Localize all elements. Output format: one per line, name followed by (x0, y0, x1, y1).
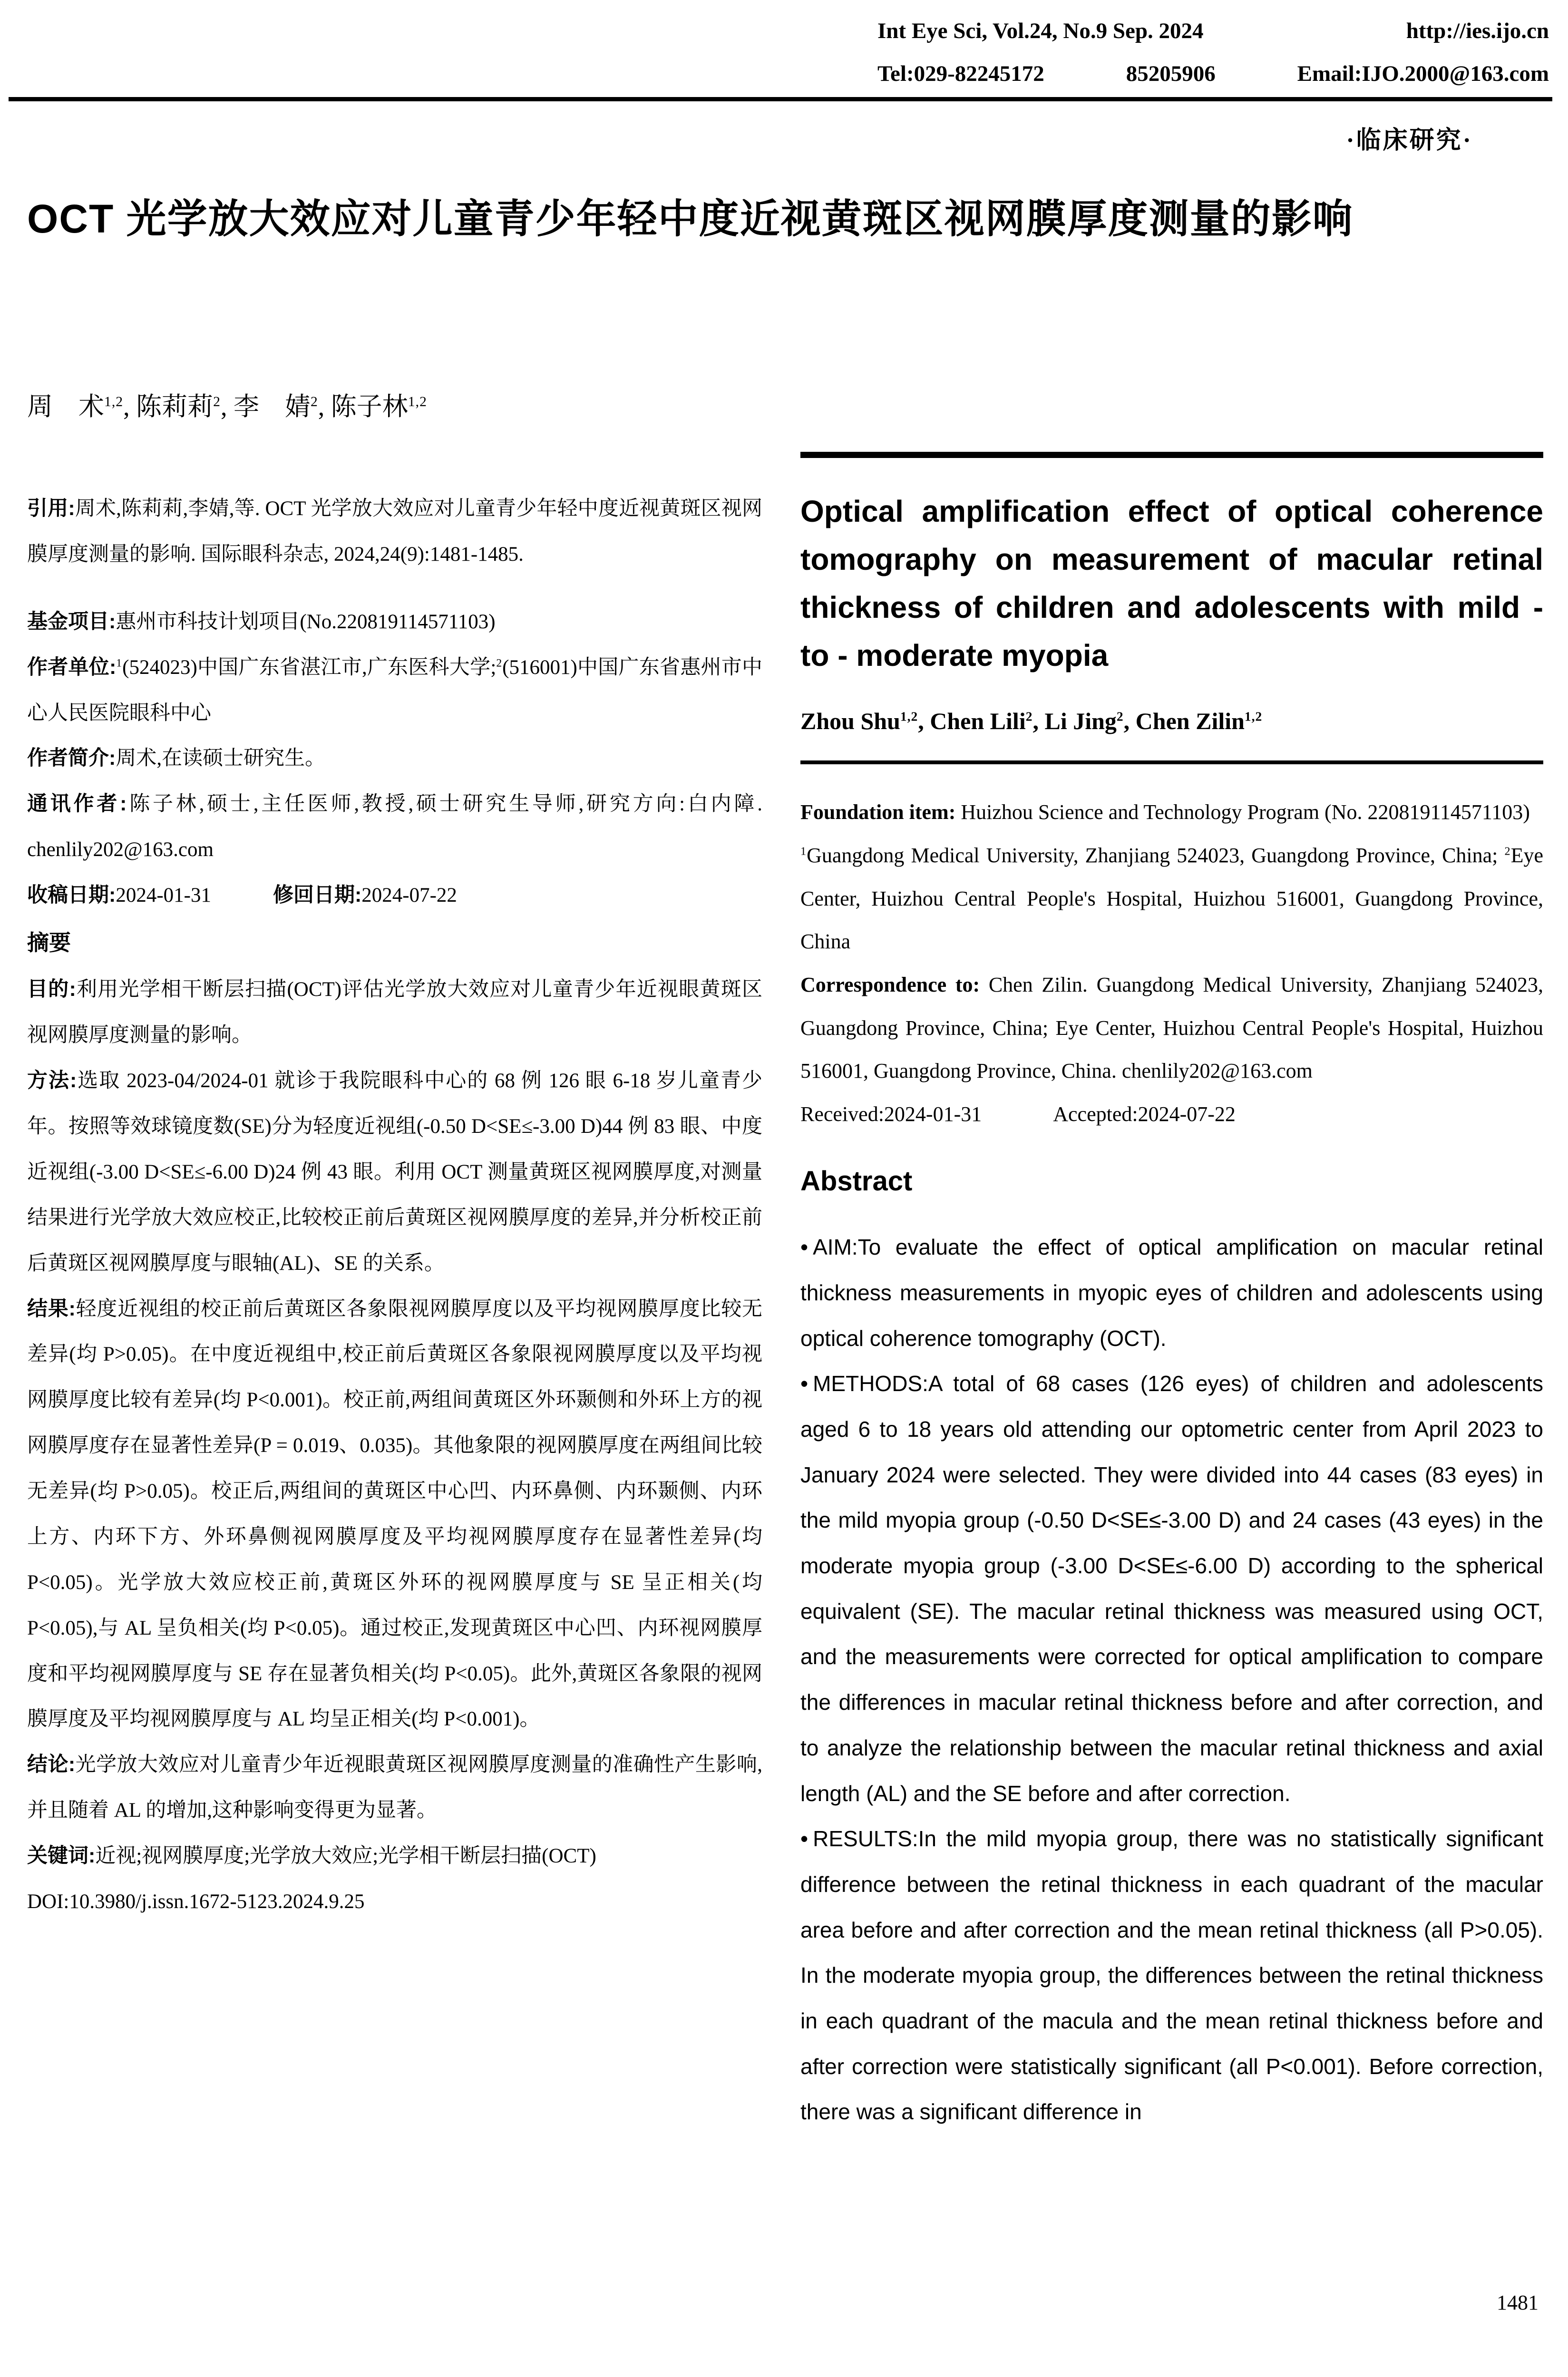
abstract-en-methods-text: A total of 68 cases (126 eyes) of children and adolescents aged 6 to 18 years old attending our optometric center from April 2023 to January 2024 were selected. They were divided into 44 cases (83 eyes) in the mild myopia group (-0.50 D<SE≤-3.00 D) and 24 cases (43 eyes) in the moderate myopia group (-3.00 D<SE≤-6.00 D) according to the spherical equivalent (SE). The macular retinal thickness was measured using OCT, and the measurements were corrected for optical amplification to compare the differences in macular retinal thickness before and after correction, and to analyze the relationship between the macular retinal thickness and axial length (AL) and the SE before and after correction. (800, 1371, 1543, 1806)
received-en-label: Received: (800, 1102, 884, 1126)
keywords-cn-text: 近视;视网膜厚度;光学放大效应;光学相干断层扫描(OCT) (95, 1845, 596, 1868)
section-top-bar (800, 452, 1543, 458)
author-en-2-sup: 2 (1025, 709, 1033, 724)
abstract-cn-conclusion (27, 1742, 762, 1833)
author-cn-3: 李 婧$^2$, (233, 392, 325, 421)
foundation-cn-para (27, 599, 762, 645)
authors-en (800, 707, 1543, 735)
author-en-1-sup: 1,2 (900, 709, 918, 724)
bio-cn-para (27, 736, 762, 781)
authors-cn (27, 386, 427, 423)
correspondence-en-para (800, 964, 1543, 1093)
abstract-en-results-label: RESULTS: (813, 1826, 918, 1851)
foundation-en-label: Foundation item: (800, 800, 956, 824)
authors-divider (800, 760, 1543, 764)
abstract-en-aim (800, 1225, 1543, 1361)
left-column (27, 486, 762, 2350)
abstract-cn-conclusion-label: 结论: (27, 1753, 76, 1776)
abstract-en (800, 1225, 1543, 2134)
affiliation-en-text-1: Guangdong Medical University, Zhanjiang 524023, Guangdong Province, China; (807, 844, 1505, 867)
bullet-icon: • (800, 1826, 808, 1851)
foundation-en-para (800, 791, 1543, 834)
bio-cn-label: 作者简介: (27, 747, 116, 770)
abstract-cn-methods (27, 1058, 762, 1286)
page-number: 1481 (1497, 2291, 1539, 2314)
correspondence-cn-text: 陈子林,硕士,主任医师,教授,硕士研究生导师,研究方向:白内障. chenlily202@163.com (27, 793, 762, 861)
meta-block-en (800, 791, 1543, 1136)
received-cn-value: 2024-01-31 (116, 884, 211, 906)
abstract-cn-methods-text: 选取 2023-04/2024-01 就诊于我院眼科中心的 68 例 126 眼 6-18 岁儿童青少年。按照等效球镜度数(SE)分为轻度近视组(-0.50 D<SE≤-3.00 D)44 例 83 眼、中度近视组(-3.00 D<SE≤-6.00 D)24 例 43 眼。利用 OCT 测量黄斑区视网膜厚度,对测量结果进行光学放大效应校正,比较校正前后黄斑区视网膜厚度的差异,并分析校正前后黄斑区视网膜厚度与眼轴(AL)、SE 的关系。 (27, 1070, 762, 1275)
abstract-cn-conclusion-text: 光学放大效应对儿童青少年近视眼黄斑区视网膜厚度测量的准确性产生影响,并且随着 AL 的增加,这种影响变得更为显著。 (27, 1754, 762, 1822)
citation-label: 引用: (27, 497, 75, 520)
abstract-cn-results-label: 结果: (27, 1297, 76, 1320)
abstract-en-results (800, 1816, 1543, 2135)
affiliation-cn-sup-1: 1 (116, 657, 123, 670)
author-en-3: Li Jing$^2$, (1044, 708, 1136, 735)
correspondence-en-label: Correspondence to: (800, 973, 980, 996)
foundation-en-text: Huizhou Science and Technology Program (No. 220819114571103) (961, 800, 1530, 824)
revised-cn-label: 修回日期: (273, 884, 362, 906)
abstract-en-results-text: In the mild myopia group, there was no statistically significant difference between the retinal thickness in each quadrant of the macular area before and after correction and the mean retinal thickness (all P>0.05). In the moderate myopia group, the differences between the retinal thickness in each quadrant of the macula and the mean retinal thickness before and after correction were statistically significant (all P<0.001). Before correction, there was a significant difference in (800, 1826, 1543, 2124)
correspondence-cn-para (27, 781, 762, 873)
affiliation-en-para (800, 834, 1543, 964)
journal-info: Int Eye Sci, Vol.24, No.9 Sep. 2024 (877, 19, 1204, 43)
journal-email: Email:IJO.2000@163.com (1297, 61, 1549, 86)
affiliation-cn-sup-2: 2 (496, 657, 503, 670)
dates-en-para (800, 1093, 1543, 1136)
header-line-2 (877, 61, 1549, 87)
journal-tel-2: 85205906 (1126, 61, 1216, 86)
accepted-en-value: 2024-07-22 (1138, 1102, 1236, 1126)
dates-cn-para (27, 873, 762, 918)
abstract-cn-aim (27, 967, 762, 1058)
bullet-icon: • (800, 1371, 808, 1396)
journal-tel: Tel:029-82245172 (877, 61, 1044, 86)
author-en-3-sup: 2 (1116, 709, 1124, 724)
abstract-en-aim-label: AIM: (813, 1235, 858, 1260)
right-column (800, 452, 1543, 2347)
abstract-en-methods (800, 1361, 1543, 1816)
author-en-2: Chen Lili$^2$, (930, 708, 1045, 735)
author-cn-4-sup: 1,2 (408, 394, 427, 409)
author-en-4: Chen Zilin$^{1,2}$ (1135, 708, 1263, 735)
affiliation-cn-text-2: (516001)中国广东省惠州市中心人民医院眼科中心 (27, 656, 762, 724)
affiliation-en-sup-2: 2 (1504, 845, 1511, 858)
author-cn-2-sup: 2 (213, 394, 221, 409)
author-cn-3-sup: 2 (310, 394, 318, 409)
article-title-en: Optical amplification effect of optical coherence tomography on measurement of macular retinal thickness of children and adolescents with mild - to - moderate myopia (800, 494, 1543, 673)
abstract-cn-results (27, 1286, 762, 1743)
journal-url: http://ies.ijo.cn (1406, 19, 1549, 43)
bio-cn-text: 周术,在读硕士研究生。 (116, 747, 326, 770)
abstract-cn-methods-label: 方法: (27, 1069, 77, 1092)
header-line-1 (877, 18, 1549, 44)
received-cn-label: 收稿日期: (27, 884, 116, 906)
abstract-cn-results-text: 轻度近视组的校正前后黄斑区各象限视网膜厚度以及平均视网膜厚度比较无差异(均 P>0.05)。在中度近视组中,校正前后黄斑区各象限视网膜厚度以及平均视网膜厚度比较有差异(均 P<0.001)。校正前,两组间黄斑区外环颞侧和外环上方的视网膜厚度存在显著性差异(P = 0.019、0.035)。其他象限的视网膜厚度在两组间比较无差异(均 P>0.05)。校正后,两组间的黄斑区中心凹、内环鼻侧、内环颞侧、内环上方、内环下方、外环鼻侧视网膜厚度及平均视网膜厚度存在显著性差异(均 P<0.05)。光学放大效应校正前,黄斑区外环的视网膜厚度与 SE 呈正相关(均 P<0.05),与 AL 呈负相关(均 P<0.05)。通过校正,发现黄斑区中心凹、内环视网膜厚度和平均视网膜厚度与 SE 存在显著负相关(均 P<0.05)。此外,黄斑区各象限的视网膜厚度及平均视网膜厚度与 AL 均呈正相关(均 P<0.001)。 (27, 1297, 762, 1731)
abstract-en-methods-label: METHODS: (813, 1371, 928, 1396)
keywords-cn (27, 1833, 762, 1879)
correspondence-cn-label: 通讯作者: (27, 792, 127, 816)
affiliation-cn-text-1: (524023)中国广东省湛江市,广东医科大学; (122, 656, 497, 679)
author-cn-2: 陈莉莉$^2$, (136, 392, 227, 421)
affiliation-cn-para (27, 645, 762, 736)
author-cn-1-sup: 1,2 (104, 394, 124, 409)
bullet-icon: • (800, 1235, 808, 1260)
column-tag: ·临床研究· (1346, 127, 1473, 154)
header-divider (9, 97, 1552, 101)
abstract-cn-aim-label: 目的: (27, 978, 76, 1001)
author-en-1: Zhou Shu$^{1,2}$, (800, 708, 930, 735)
author-cn-1: 周 术$^{1,2}$, (27, 392, 130, 421)
meta-block-cn (27, 599, 762, 918)
page-header (877, 18, 1549, 104)
correspondence-en-text: Chen Zilin. Guangdong Medical University, Zhanjiang 524023, Guangdong Province, China; Eye Center, Huizhou Central People's Hospital, Huizhou 516001, Guangdong Province, China. chenlily202@163.com (800, 973, 1543, 1083)
affiliation-en-sup-1: 1 (800, 845, 807, 858)
revised-cn-value: 2024-07-22 (361, 884, 457, 906)
citation-text: 周术,陈莉莉,李婧,等. OCT 光学放大效应对儿童青少年轻中度近视黄斑区视网膜厚度测量的影响. 国际眼科杂志, 2024,24(9):1481-1485. (27, 497, 762, 565)
abstract-cn-aim-text: 利用光学相干断层扫描(OCT)评估光学放大效应对儿童青少年近视眼黄斑区视网膜厚度测量的影响。 (27, 978, 762, 1047)
abstract-en-heading: Abstract (800, 1166, 913, 1197)
affiliation-cn-label: 作者单位: (27, 655, 117, 679)
article-title-cn: OCT 光学放大效应对儿童青少年轻中度近视黄斑区视网膜厚度测量的影响 (27, 196, 1354, 241)
abstract-cn-heading: 摘要 (27, 930, 71, 955)
foundation-cn-label: 基金项目: (27, 610, 116, 633)
author-cn-4: 陈子林$^{1,2}$ (331, 392, 427, 421)
author-en-4-sup: 1,2 (1244, 709, 1263, 724)
citation-para (27, 486, 762, 577)
keywords-cn-label: 关键词: (27, 1844, 96, 1868)
abstract-en-aim-text: To evaluate the effect of optical amplification on macular retinal thickness measurements in myopic eyes of children and adolescents using optical coherence tomography (OCT). (800, 1235, 1543, 1351)
affiliation-en-text-2: Eye Center, Huizhou Central People's Hospital, Huizhou 516001, Guangdong Province, China (800, 844, 1543, 954)
foundation-cn-text: 惠州市科技计划项目(No.220819114571103) (116, 610, 496, 633)
doi-line: DOI:10.3980/j.issn.1672-5123.2024.9.25 (27, 1890, 365, 1913)
accepted-en-label: Accepted: (1053, 1102, 1138, 1126)
received-en-value: 2024-01-31 (884, 1102, 982, 1126)
